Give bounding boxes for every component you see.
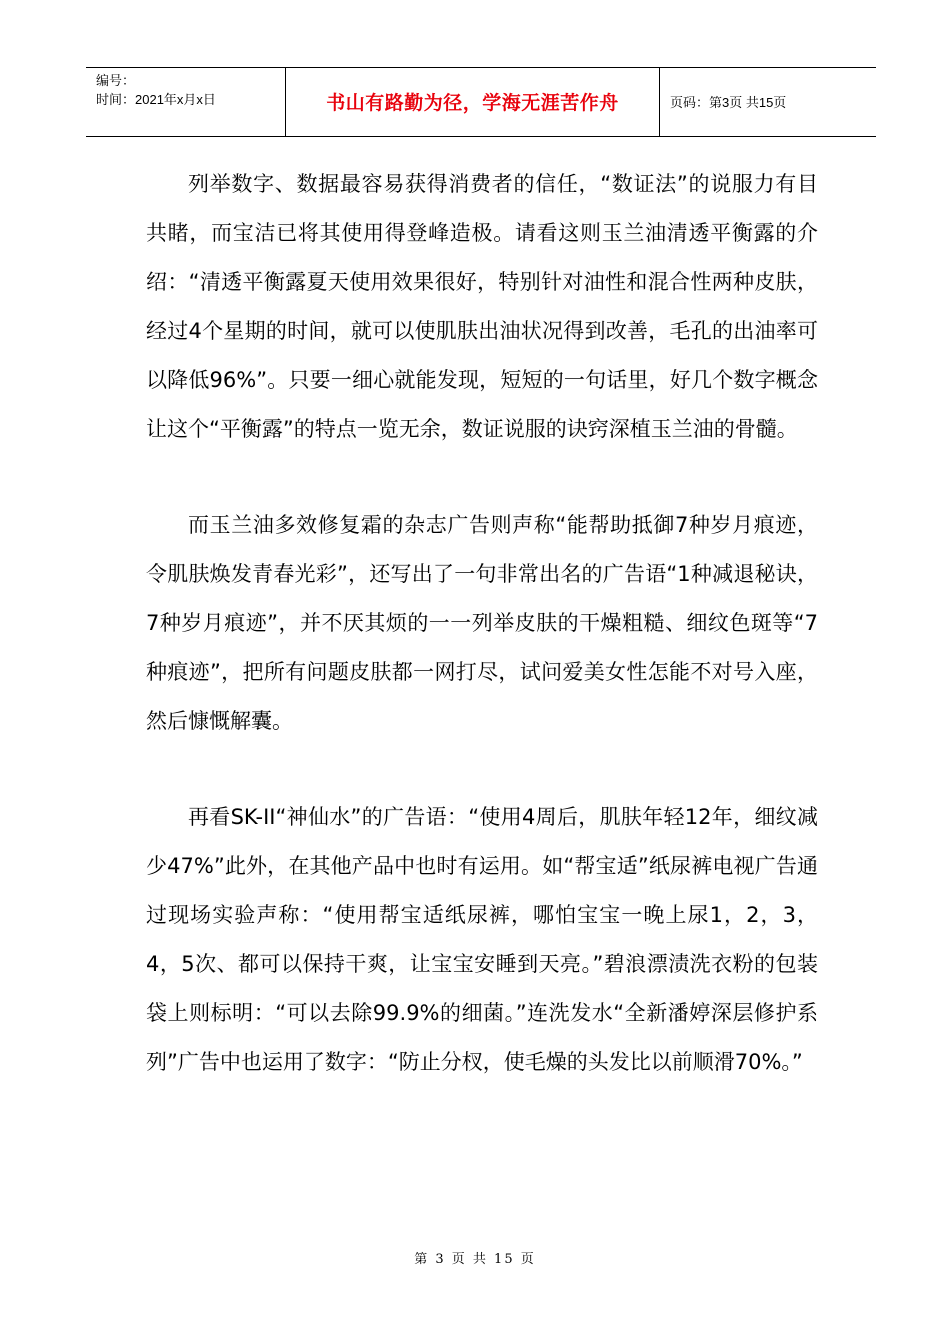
document-date-label: 时间：2021年x月x日 (96, 92, 216, 107)
body-paragraph: 列举数字、数据最容易获得消费者的信任，“数证法”的说服力有目共睹，而宝洁已将其使用得登峰造极。请看这则玉兰油清透平衡露的介绍：“清透平衡露夏天使用效果很好，特别针对油性和混合性两种皮肤，经过4个星期的时间，就可以使肌肤出油状况得到改善，毛孔的出油率可以降低96%”。只要一细心就能发现，短短的一句话里，好几个数字概念让这个“平衡露”的特点一览无余，数证说服的诀窍深植玉兰油的骨髓。 (146, 172, 818, 441)
document-header (86, 67, 876, 137)
body-paragraph: 而玉兰油多效修复霜的杂志广告则声称“能帮助抵御7种岁月痕迹，令肌肤焕发青春光彩”，还写出了一句非常出名的广告语“1种减退秘诀，7种岁月痕迹”，并不厌其烦的一一列举皮肤的干燥粗糙、细纹色斑等“7种痕迹”，把所有问题皮肤都一网打尽，试问爱美女性怎能不对号入座，然后慷慨解囊。 (146, 513, 818, 733)
document-number-label: 编号： (96, 73, 136, 88)
header-page-number: 页码：第3页 共15页 (670, 95, 787, 110)
page-footer: 第 3 页 共 15 页 (414, 1252, 536, 1267)
body-paragraph: 再看SK-II“神仙水”的广告语：“使用4周后，肌肤年轻12年，细纹减少47%”此外，在其他产品中也时有运用。如“帮宝适”纸尿裤电视广告通过现场实验声称：“使用帮宝适纸尿裤，哪怕宝宝一晚上尿1，2，3，4，5次、都可以保持干爽，让宝宝安睡到天亮。”碧浪漂渍洗衣粉的包装袋上则标明：“可以去除99.9%的细菌。”连洗发水“全新潘婷深层修护系列”广告中也运用了数字：“防止分杈，使毛燥的头发比以前顺滑70%。” (146, 805, 818, 1074)
header-meta (86, 68, 286, 136)
document-body (146, 160, 818, 1134)
header-motto: 书山有路勤为径，学海无涯苦作舟 (286, 68, 660, 136)
